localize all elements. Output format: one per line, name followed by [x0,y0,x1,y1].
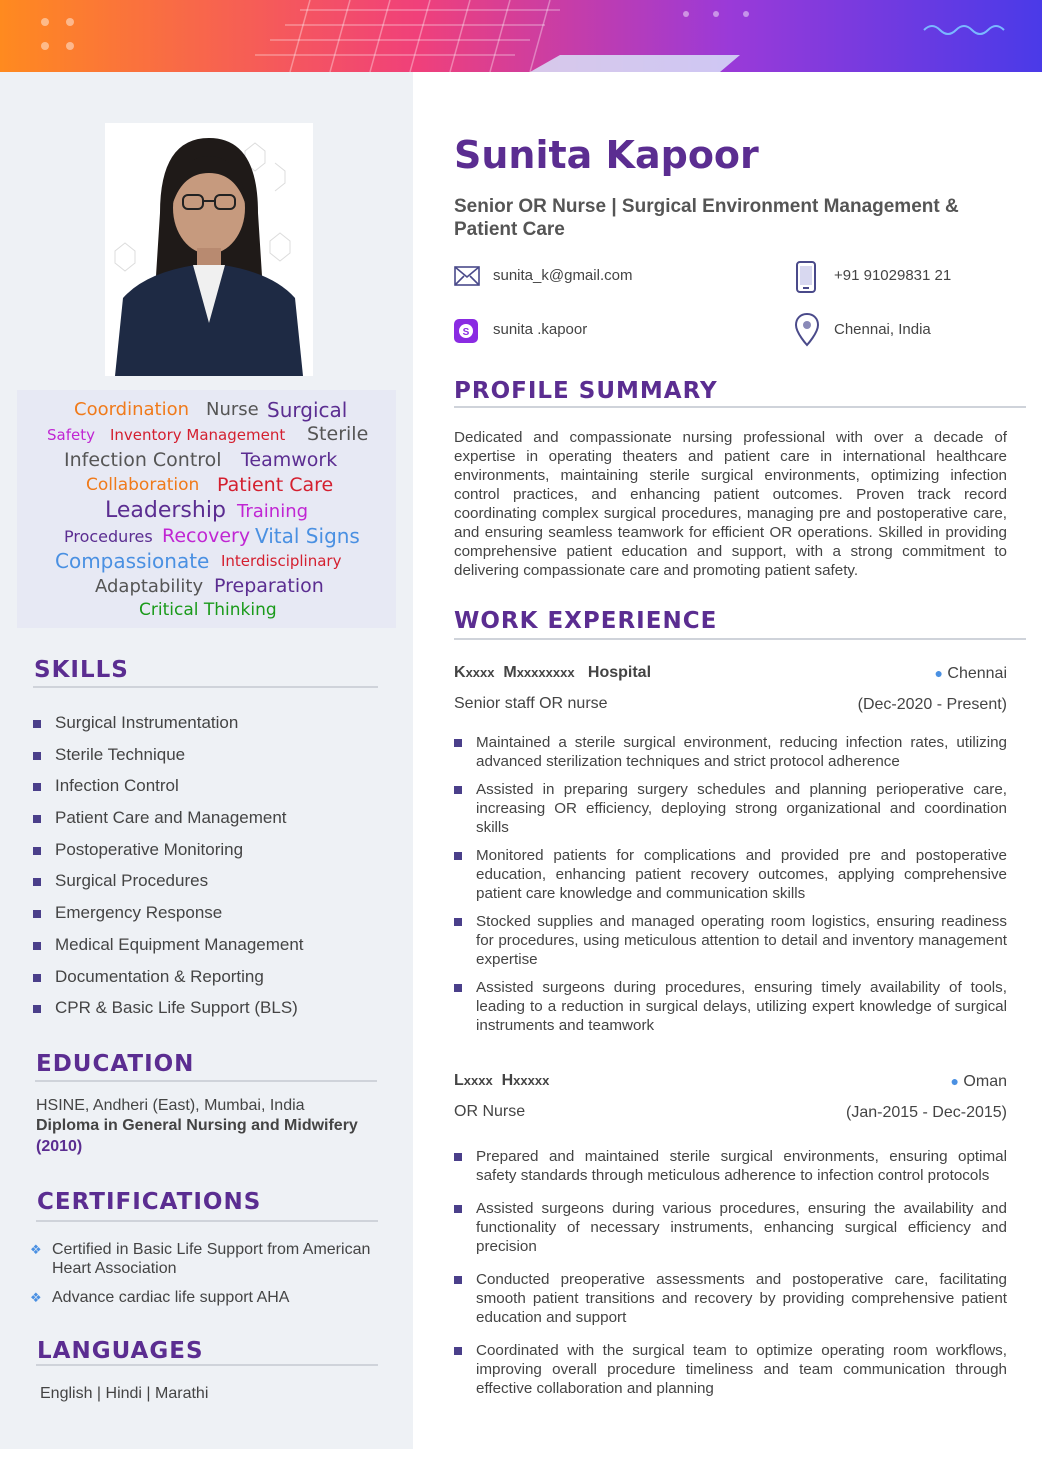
employer-masked: xxxxxxxx [516,665,575,680]
job-location [934,665,1007,683]
employer-initial: L [454,1072,464,1089]
keyword: Compassionate [55,549,210,573]
education-divider [35,1080,377,1082]
skills-divider [33,686,378,688]
job-bullet: Prepared and maintained sterile surgical environments, ensuring optimal safety standards through meticulous adherence to infection control protocols [454,1147,1007,1185]
job-role: Senior staff OR nurse [454,695,608,712]
job-location-text: Oman [963,1073,1007,1090]
employer-masked: xxxx [465,665,495,680]
certification-item: ❖ Certified in Basic Life Support from American Heart Association [30,1240,390,1278]
keyword: Collaboration [86,475,200,495]
keyword: Surgical [267,398,348,422]
skills-heading: SKILLS [34,657,129,683]
profile-photo [105,123,313,376]
phone-icon [795,261,817,298]
education-degree: Diploma in General Nursing and Midwifery [36,1117,358,1134]
job-bullet: Assisted surgeons during procedures, ensuring timely availability of tools, leading to a reduction in surgical delays, utilizing expert knowledge of surgical instruments and teamwork [454,978,1007,1035]
skill-item: Medical Equipment Management [33,934,393,966]
job-bullet: Monitored patients for complications and provided pre and postoperative education, enhancing patient recovery outcomes, applying comprehensive patient care knowledge and communication skills [454,846,1007,903]
candidate-name: Sunita Kapoor [454,133,759,177]
map-pin-icon: ● [950,1073,959,1089]
skill-item: Postoperative Monitoring [33,839,393,871]
job-bullet: Stocked supplies and managed operating room logistics, ensuring readiness for procedures, using meticulous attention to detail and inventory management expertise [454,912,1007,969]
education-heading: EDUCATION [36,1051,195,1077]
skill-item: CPR & Basic Life Support (BLS) [33,997,393,1029]
languages-text: English | Hindi | Marathi [40,1385,209,1402]
email-link[interactable]: sunita_k@gmail.com [493,267,633,284]
job-bullet: Assisted surgeons during various procedures, ensuring the availability and functionality of necessary instruments, enhancing surgical efficiency and precision [454,1199,1007,1256]
employer-initial: M [503,664,517,681]
skill-item: Patient Care and Management [33,807,393,839]
skill-item: Surgical Procedures [33,870,393,902]
skills-list [33,712,393,1029]
education-institution: HSINE, Andheri (East), Mumbai, India [36,1097,305,1114]
education-year: (2010) [36,1138,83,1155]
job-location [951,1073,1008,1091]
keyword: Vital Signs [255,524,360,548]
keyword: Procedures [64,527,153,546]
keyword: Coordination [74,399,190,420]
keyword: Teamwork [241,449,338,471]
employer-masked: xxxxx [513,1073,550,1088]
employer-initial: H [501,1072,514,1089]
skill-item: Documentation & Reporting [33,966,393,998]
job-bullet: Coordinated with the surgical team to optimize operating room workflows, improving overall procedure timeliness and team communication through effective collaboration and planning [454,1341,1007,1398]
keyword: Adaptability [95,576,204,597]
job-employer [454,1072,549,1090]
profile-heading: PROFILE SUMMARY [454,378,718,404]
keyword: Infection Control [64,449,222,471]
languages-heading: LANGUAGES [37,1338,204,1364]
skill-item: Emergency Response [33,902,393,934]
job-bullets [454,733,1007,1044]
email-icon [454,265,480,292]
candidate-title: Senior OR Nurse | Surgical Environment Management & Patient Care [454,196,959,240]
job-employer [454,664,651,682]
job-bullets [454,1147,1007,1407]
skill-item: Surgical Instrumentation [33,712,393,744]
job-dates: (Dec-2020 - Present) [857,696,1007,713]
location-text: Chennai, India [834,321,931,338]
banner-graphic [0,0,1042,72]
keyword: Training [237,501,309,522]
job-role: OR Nurse [454,1103,526,1120]
keyword-cloud [17,390,396,628]
job-location-text: Chennai [947,665,1007,682]
location-pin-icon [795,313,819,352]
profile-divider [454,406,1026,408]
profile-summary: Dedicated and compassionate nursing professional with over a decade of expertise in operating theaters and patient care in international healthcare environments, maintaining sterile surgical environments, optimizing infection control practices, and enhancing patient outcomes. Proven track record coordinating complex surgical procedures, managing pre and postoperative care, and ensuring seamless teamwork for efficient OR operations. Skilled in providing comprehensive patient education and support, with a strong commitment to delivering compassionate care and promoting patient safety. [454,429,1007,579]
phone-number[interactable]: +91 91029831 21 [834,267,952,284]
job-bullet: Conducted preoperative assessments and postoperative care, facilitating smooth patient transitions and recovery by providing comprehensive patient education and support [454,1270,1007,1327]
certifications-divider [36,1220,378,1222]
employer-suffix: Hospital [587,664,652,681]
keyword: Nurse [206,399,259,420]
skill-item: Infection Control [33,775,393,807]
keyword: Inventory Management [110,426,286,444]
keyword: Critical Thinking [139,600,277,620]
certification-item: ❖ Advance cardiac life support AHA [30,1288,390,1307]
languages-divider [36,1364,378,1366]
skype-icon [454,319,478,348]
header-banner [0,0,1042,72]
job-bullet: Maintained a sterile surgical environment, reducing infection rates, utilizing advanced sterilization techniques and strict protocol adherence [454,733,1007,771]
map-pin-icon: ● [934,665,943,681]
job-dates: (Jan-2015 - Dec-2015) [846,1104,1007,1121]
keyword: Sterile [307,423,369,445]
keyword: Interdisciplinary [221,552,342,570]
svg-text:S: S [462,327,470,338]
employer-masked: xxxx [463,1073,493,1088]
experience-heading: WORK EXPERIENCE [454,608,718,634]
keyword: Patient Care [217,474,334,496]
keyword: Preparation [214,575,324,597]
certifications-heading: CERTIFICATIONS [37,1189,262,1215]
certifications-list [30,1240,390,1317]
keyword: Safety [47,426,95,444]
job-bullet: Assisted in preparing surgery schedules and planning perioperative care, increasing OR efficiency, deploying strong organizational and coordination skills [454,780,1007,837]
keyword: Leadership [105,498,226,523]
keyword: Recovery [162,525,251,547]
skill-item: Sterile Technique [33,744,393,776]
skype-handle[interactable]: sunita .kapoor [493,321,588,338]
employer-initial: K [454,664,466,681]
experience-divider [454,638,1026,640]
